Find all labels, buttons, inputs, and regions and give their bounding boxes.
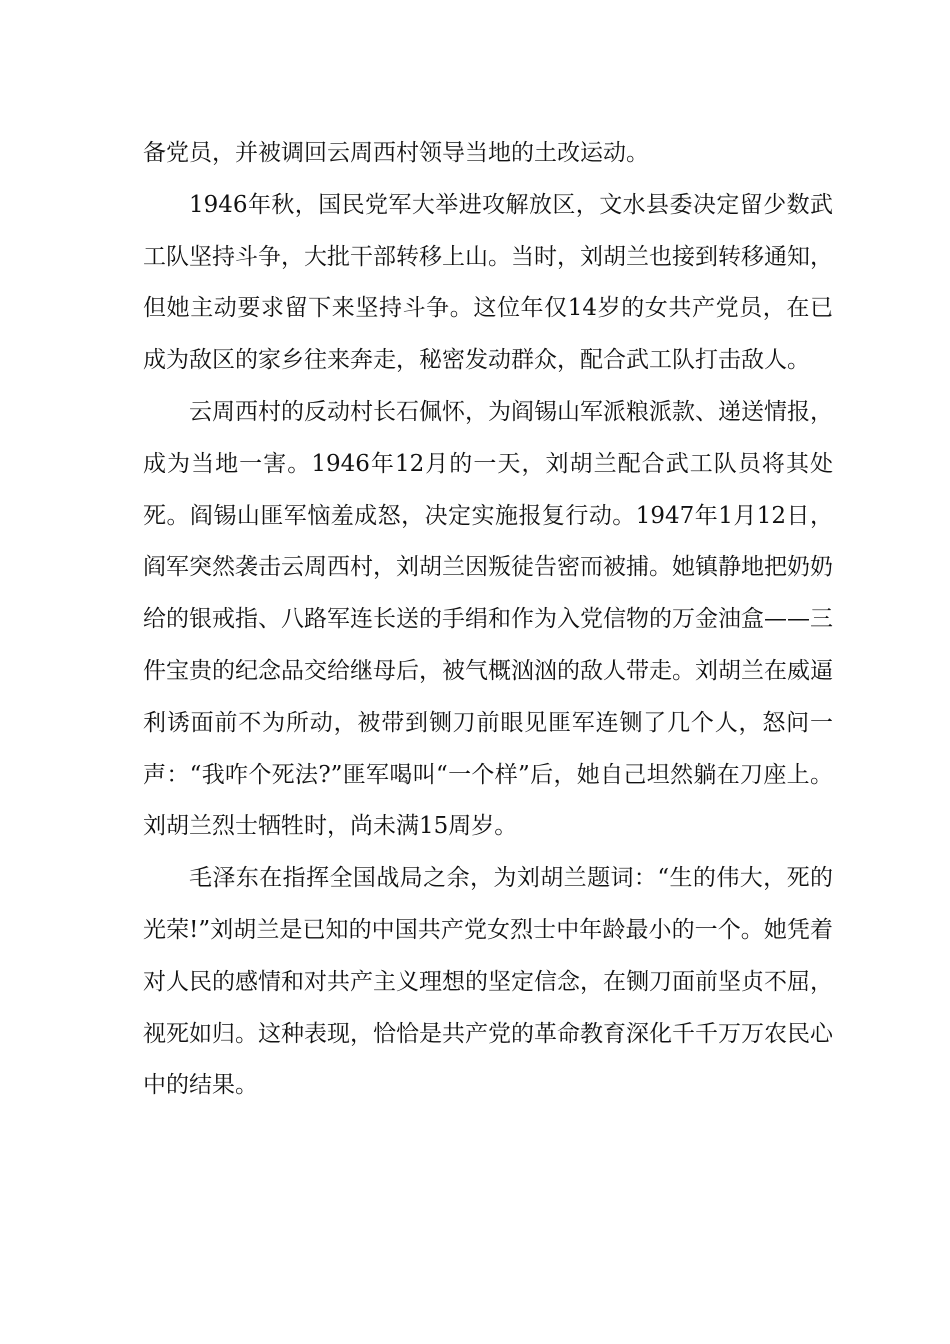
paragraph-continued: 备党员，并被调回云周西村领导当地的土改运动。 [143, 140, 649, 166]
document-body [143, 128, 833, 1112]
paragraph-1946-autumn: 1946年秋，国民党军大举进攻解放区，文水县委决定留少数武工队坚持斗争，大批干部转移上山。当时，刘胡兰也接到转移通知，但她主动要求留下来坚持斗争。这位年仅14岁的女共产党员，在已成为敌区的家乡往来奔走，秘密发动群众，配合武工队打击敌人。 [143, 191, 833, 374]
paragraph-capture: 云周西村的反动村长石佩怀，为阎锡山军派粮派款、递送情报，成为当地一害。1946年12月的一天，刘胡兰配合武工队员将其处死。阎锡山匪军恼羞成怒，决定实施报复行动。1947年1月12日，阎军突然袭击云周西村，刘胡兰因叛徒告密而被捕。她镇静地把奶奶给的银戒指、八路军连长送的手绢和作为入党信物的万金油盒——三件宝贵的纪念品交给继母后，被气概汹汹的敌人带走。刘胡兰在威逼利诱面前不为所动，被带到铡刀前眼见匪军连铡了几个人，怒问一声：“我咋个死法?”匪军喝叫“一个样”后，她自己坦然躺在刀座上。刘胡兰烈士牺牲时，尚未满15周岁。 [143, 398, 833, 840]
paragraph-mao-inscription: 毛泽东在指挥全国战局之余，为刘胡兰题词：“生的伟大，死的光荣!”刘胡兰是已知的中国共产党女烈士中年龄最小的一个。她凭着对人民的感情和对共产主义理想的坚定信念，在铡刀面前坚贞不屈，视死如归。这种表现，恰恰是共产党的革命教育深化千千万万农民心中的结果。 [143, 865, 833, 1099]
